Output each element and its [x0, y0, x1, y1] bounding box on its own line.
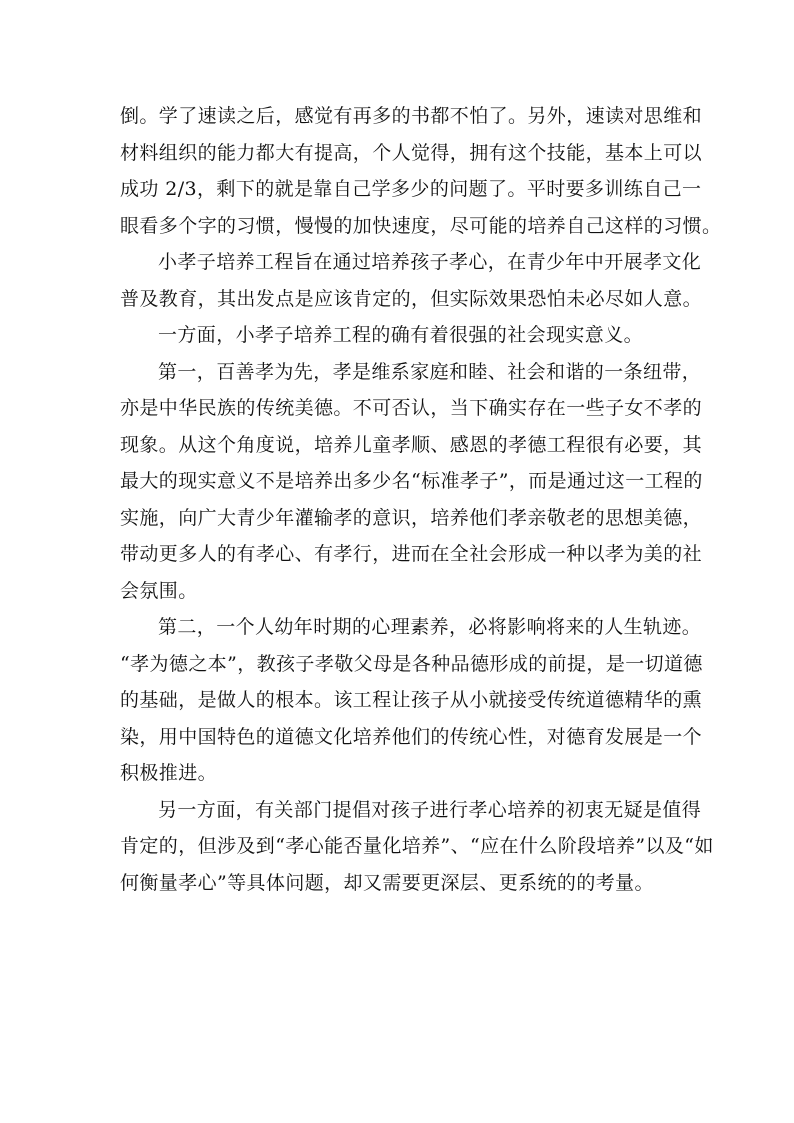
text-line: 现象。从这个角度说，培养儿童孝顺、感恩的孝德工程很有必要，其 — [120, 433, 703, 456]
text-line: 材料组织的能力都大有提高，个人觉得，拥有这个技能，基本上可以 — [120, 141, 703, 164]
text-line: 成功 2/3，剩下的就是靠自己学多少的问题了。平时要多训练自己一 — [120, 178, 702, 200]
text-line: 亦是中华民族的传统美德。不可否认，当下确实存在一些子女不孝的 — [120, 397, 703, 419]
document-body — [120, 98, 722, 901]
text-line: 小孝子培养工程旨在通过培养孩子孝心，在青少年中开展孝文化 — [158, 251, 702, 273]
paragraph-first-point — [120, 354, 703, 610]
text-line: 实施，向广大青少年灌输孝的意识，培养他们孝亲敬老的思想美德， — [120, 506, 703, 529]
text-line: 眼看多个字的习惯，慢慢的加快速度，尽可能的培养自己这样的习惯。 — [120, 214, 722, 237]
text-line: 普及教育，其出发点是应该肯定的，但实际效果恐怕未必尽如人意。 — [120, 287, 703, 310]
text-line: 另一方面，有关部门提倡对孩子进行孝心培养的初衷无疑是值得 — [158, 798, 702, 821]
paragraph-second-point — [120, 609, 703, 792]
paragraph-one-side — [120, 317, 680, 354]
paragraph-project-intro — [120, 244, 703, 317]
paragraph-other-side — [120, 792, 714, 902]
text-line: 第一，百善孝为先，孝是维系家庭和睦、社会和谐的一条纽带， — [158, 360, 702, 383]
text-line: 一方面，小孝子培养工程的确有着很强的社会现实意义。 — [158, 324, 644, 346]
text-line: 染，用中国特色的道德文化培养他们的传统心性，对德育发展是一个 — [120, 725, 703, 748]
text-line: 的基础，是做人的根本。该工程让孩子从小就接受传统道德精华的熏 — [120, 689, 703, 711]
text-line: 会氛围。 — [120, 579, 198, 602]
text-line: “孝为德之本”，教孩子孝敬父母是各种品德形成的前提，是一切道德 — [120, 652, 703, 675]
text-line: 带动更多人的有孝心、有孝行，进而在全社会形成一种以孝为美的社 — [120, 543, 703, 565]
text-line: 第二，一个人幼年时期的心理素养，必将影响将来的人生轨迹。 — [158, 616, 702, 638]
text-line: 积极推进。 — [120, 762, 218, 784]
text-line: 肯定的，但涉及到“孝心能否量化培养”、“应在什么阶段培养”以及“如 — [120, 835, 714, 857]
paragraph-speed-reading — [120, 98, 722, 244]
text-line: 倒。学了速读之后，感觉有再多的书都不怕了。另外，速读对思维和 — [120, 105, 703, 127]
text-line: 何衡量孝心”等具体问题，却又需要更深层、更系统的的考量。 — [120, 871, 654, 894]
text-line: 最大的现实意义不是培养出多少名“标准孝子”，而是通过这一工程的 — [120, 470, 703, 492]
